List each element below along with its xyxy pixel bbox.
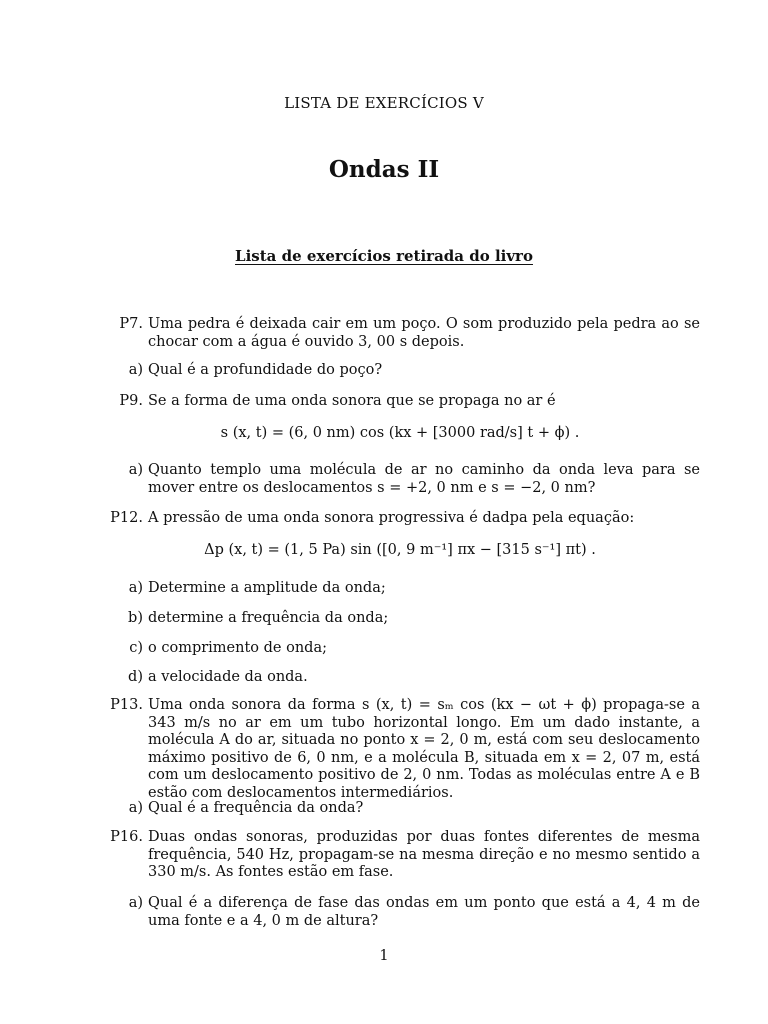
equation-p12: Δp (x, t) = (1, 5 Pa) sin ([0, 9 m⁻¹] πx − [315 s⁻¹] πt) . bbox=[204, 542, 596, 558]
problem-text: Uma pedra é deixada cair em um poço. O som produzido pela pedra ao se chocar com a água é ouvido 3, 00 s depois. bbox=[148, 316, 700, 350]
problem-text: Se a forma de uma onda sonora que se propaga no ar é bbox=[148, 393, 556, 409]
item-text: Determine a amplitude da onda; bbox=[148, 580, 386, 596]
item-label: a) bbox=[128, 580, 143, 596]
list-title: LISTA DE EXERCÍCIOS V bbox=[284, 94, 484, 112]
section-title-text: Lista de exercícios retirada do livro bbox=[235, 247, 533, 265]
problem-label: P9. bbox=[119, 393, 143, 409]
problem-text: Uma onda sonora da forma s (x, t) = sₘ cos (kx − ωt + ϕ) propaga-se a 343 m/s no ar em um tubo horizontal longo. Em um dado instante, a molécula A do ar, situada no ponto x = 2, 0 m, está com seu deslocamento máximo positivo de 6, 0 nm, e a molécula B, situada em x = 2, 07 m, está com um deslocamento positivo de 2, 0 nm. Todas as moléculas entre A e B estão com deslocamentos intermediários. bbox=[148, 697, 700, 801]
problem-label: P12. bbox=[110, 510, 143, 526]
item-label: a) bbox=[128, 800, 143, 816]
item-label: b) bbox=[128, 610, 143, 626]
item-label: c) bbox=[129, 640, 143, 656]
section-title bbox=[0, 247, 768, 265]
item-text: Qual é a profundidade do poço? bbox=[148, 362, 383, 378]
item-label: a) bbox=[128, 462, 143, 478]
item-text: determine a frequência da onda; bbox=[148, 610, 389, 626]
item-label: a) bbox=[128, 895, 143, 911]
item-text: a velocidade da onda. bbox=[148, 669, 308, 685]
problem-text: Duas ondas sonoras, produzidas por duas fontes diferentes de mesma frequência, 540 Hz, propagam-se na mesma direção e no mesmo sentido a 330 m/s. As fontes estão em fase. bbox=[148, 829, 700, 880]
page-number: 1 bbox=[379, 948, 389, 964]
problem-label: P13. bbox=[110, 697, 143, 713]
item-text: Quanto templo uma molécula de ar no caminho da onda leva para se mover entre os deslocamentos s = +2, 0 nm e s = −2, 0 nm? bbox=[148, 462, 700, 496]
equation-p9: s (x, t) = (6, 0 nm) cos (kx + [3000 rad/s] t + ϕ) . bbox=[220, 425, 580, 441]
document-title: Ondas II bbox=[328, 156, 440, 183]
problem-label: P7. bbox=[119, 316, 143, 332]
item-text: Qual é a frequência da onda? bbox=[148, 800, 364, 816]
item-text: o comprimento de onda; bbox=[148, 640, 327, 656]
item-label: a) bbox=[128, 362, 143, 378]
item-text: Qual é a diferença de fase das ondas em um ponto que está a 4, 4 m de uma fonte e a 4, 0 m de altura? bbox=[148, 895, 700, 929]
problem-text: A pressão de uma onda sonora progressiva é dadpa pela equação: bbox=[148, 510, 635, 526]
problem-label: P16. bbox=[110, 829, 143, 845]
item-label: d) bbox=[128, 669, 143, 685]
